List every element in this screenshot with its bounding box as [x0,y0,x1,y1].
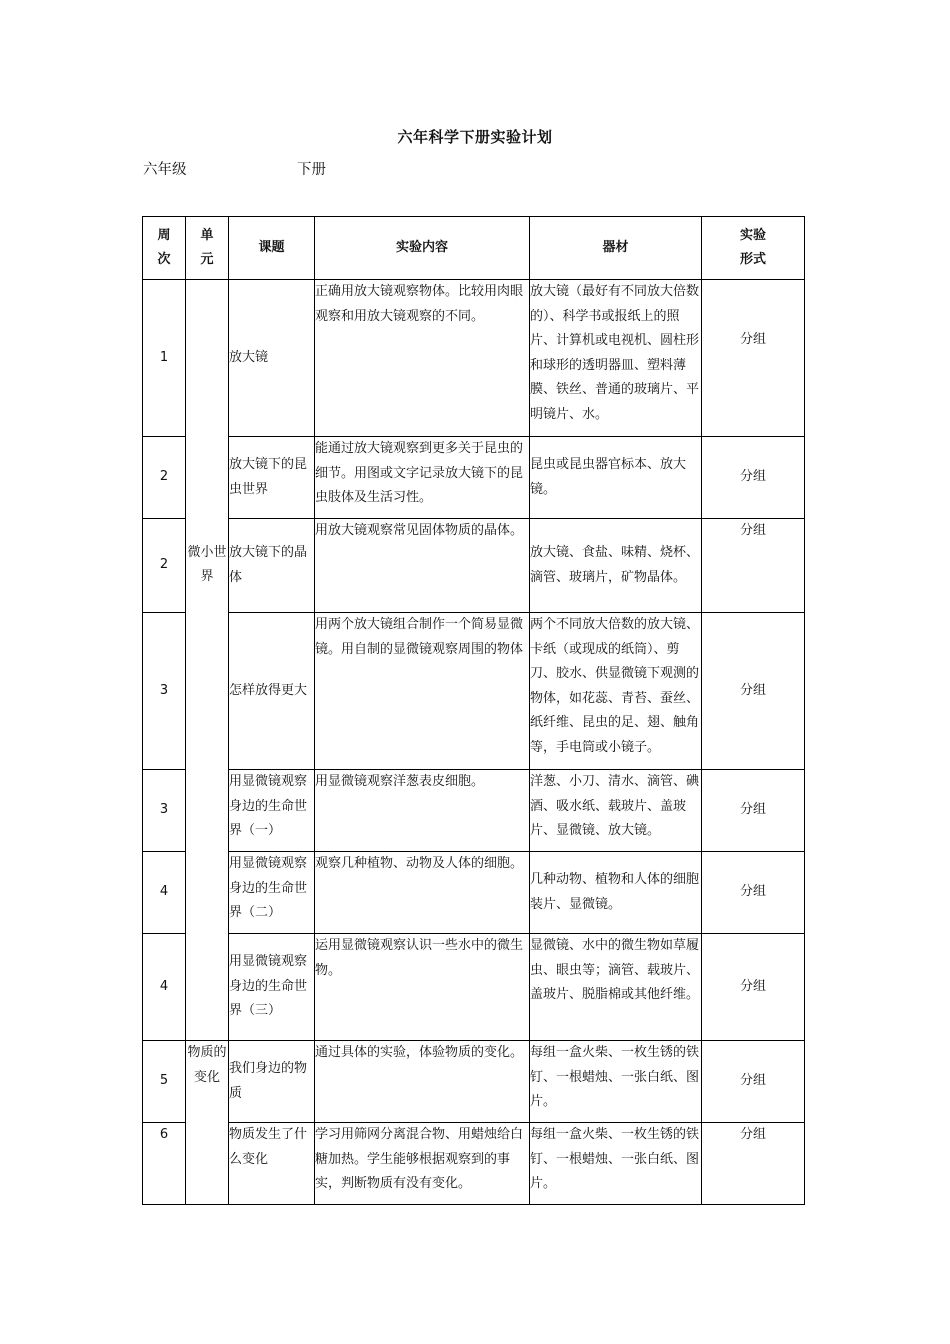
equipment-cell: 放大镜（最好有不同放大倍数的）、科学书或报纸上的照片、计算机或电视机、圆柱形和球形的透明器皿、塑料薄膜、铁丝、普通的玻璃片、平明镜片、水。 [530,280,702,437]
week-cell: 2 [143,437,186,519]
form-cell: 分组 [702,437,805,519]
equipment-cell: 洋葱、小刀、清水、滴管、碘酒、吸水纸、载玻片、盖玻片、显微镜、放大镜。 [530,770,702,852]
topic-cell: 用显微镜观察身边的生命世界（二） [229,852,315,934]
table-row [143,934,805,1041]
week-cell: 3 [143,613,186,770]
week-cell: 5 [143,1041,186,1123]
content-cell: 用显微镜观察洋葱表皮细胞。 [315,770,530,852]
header-week: 周 次 [143,217,186,280]
form-cell: 分组 [702,934,805,1041]
content-cell: 能通过放大镜观察到更多关于昆虫的细节。用图或文字记录放大镜下的昆虫肢体及生活习性。 [315,437,530,519]
content-cell: 运用显微镜观察认识一些水中的微生物。 [315,934,530,1041]
page-title: 六年科学下册实验计划 [397,128,553,146]
table-row [143,613,805,770]
header-form: 实验 形式 [702,217,805,280]
topic-cell: 用显微镜观察身边的生命世界（一） [229,770,315,852]
week-cell: 6 [143,1123,186,1205]
week-cell: 2 [143,519,186,613]
form-cell: 分组 [702,519,805,613]
form-cell: 分组 [702,280,805,437]
content-cell: 正确用放大镜观察物体。比较用肉眼观察和用放大镜观察的不同。 [315,280,530,437]
topic-cell: 用显微镜观察身边的生命世界（三） [229,934,315,1041]
table-row [143,1123,805,1205]
equipment-cell: 每组一盒火柴、一枚生锈的铁钉、一根蜡烛、一张白纸、图片。 [530,1123,702,1205]
equipment-cell: 昆虫或昆虫器官标本、放大镜。 [530,437,702,519]
topic-cell: 放大镜下的晶体 [229,519,315,613]
table-header-row [143,217,805,280]
week-cell: 4 [143,934,186,1041]
week-cell: 1 [143,280,186,437]
header-equipment: 器材 [530,217,702,280]
topic-cell: 放大镜 [229,280,315,437]
form-cell: 分组 [702,1123,805,1205]
form-cell: 分组 [702,1041,805,1123]
header-topic: 课题 [229,217,315,280]
table-row [143,519,805,613]
topic-cell: 放大镜下的昆虫世界 [229,437,315,519]
equipment-cell: 每组一盒火柴、一枚生锈的铁钉、一根蜡烛、一张白纸、图片。 [530,1041,702,1123]
content-cell: 用放大镜观察常见固体物质的晶体。 [315,519,530,613]
equipment-cell: 显微镜、水中的微生物如草履虫、眼虫等；滴管、载玻片、盖玻片、脱脂棉或其他纤维。 [530,934,702,1041]
form-cell: 分组 [702,770,805,852]
table-row [143,1041,805,1123]
unit-cell-micro-world: 微小世界 [186,280,229,1041]
form-cell: 分组 [702,852,805,934]
unit-cell-matter-change: 物质的变化 [186,1041,229,1205]
week-cell: 3 [143,770,186,852]
term-label: 下册 [297,162,326,178]
topic-cell: 物质发生了什么变化 [229,1123,315,1205]
equipment-cell: 两个不同放大倍数的放大镜、卡纸（或现成的纸筒）、剪刀、胶水、供显微镜下观测的物体，如花蕊、青苔、蚕丝、纸纤维、昆虫的足、翅、触角等，手电筒或小镜子。 [530,613,702,770]
table-row [143,280,805,437]
table-row [143,852,805,934]
week-cell: 4 [143,852,186,934]
topic-cell: 我们身边的物质 [229,1041,315,1123]
experiment-plan-table [142,216,805,1205]
content-cell: 学习用筛网分离混合物、用蜡烛给白糖加热。学生能够根据观察到的事实，判断物质有没有变化。 [315,1123,530,1205]
form-cell: 分组 [702,613,805,770]
header-content: 实验内容 [315,217,530,280]
content-cell: 观察几种植物、动物及人体的细胞。 [315,852,530,934]
table-row [143,437,805,519]
grade-label: 六年级 [143,162,187,178]
table-row [143,770,805,852]
content-cell: 通过具体的实验，体验物质的变化。 [315,1041,530,1123]
equipment-cell: 放大镜、食盐、味精、烧杯、滴管、玻璃片，矿物晶体。 [530,519,702,613]
header-unit: 单 元 [186,217,229,280]
equipment-cell: 几种动物、植物和人体的细胞装片、显微镜。 [530,852,702,934]
content-cell: 用两个放大镜组合制作一个简易显微镜。用自制的显微镜观察周围的物体 [315,613,530,770]
topic-cell: 怎样放得更大 [229,613,315,770]
